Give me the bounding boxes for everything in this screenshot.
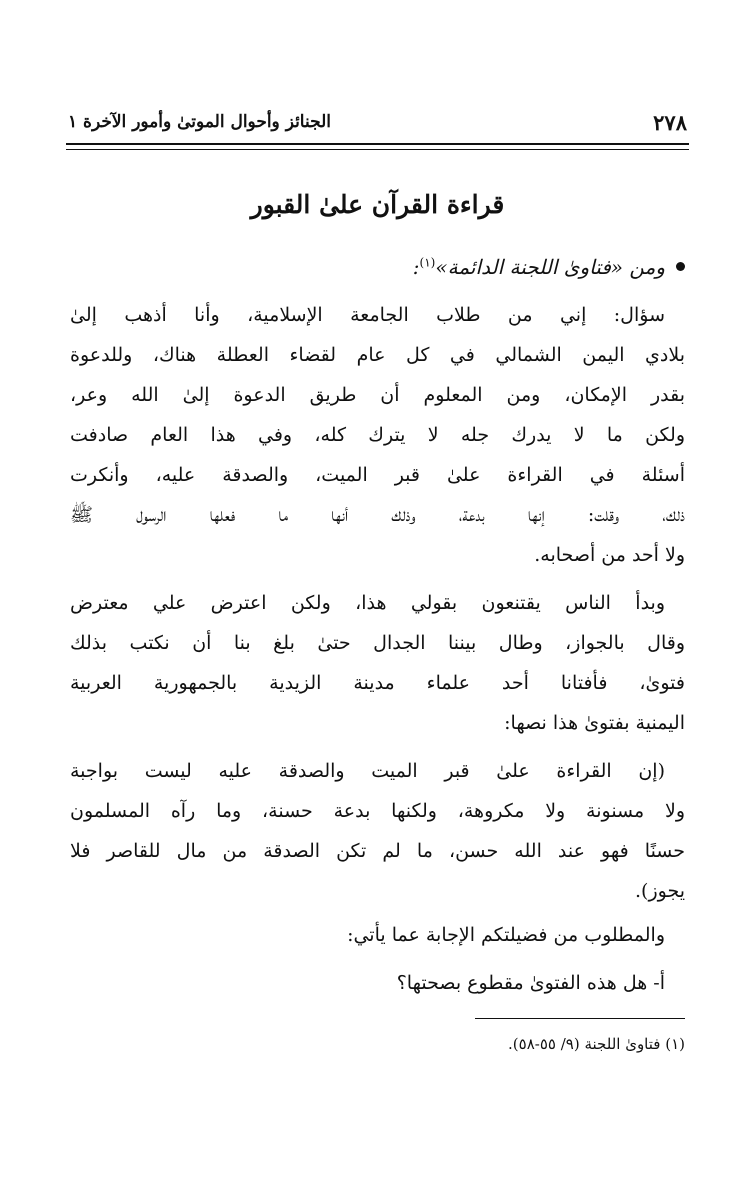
- body-line: بقدر الإمكان، ومن المعلوم أن طريق الدعوة إلىٰ الله وعر،: [70, 384, 685, 406]
- body-line: ذلك، وقلت: إنها بدعة، وذلك أنها ما فعلها الرسول ﷺ: [70, 504, 685, 526]
- body-line: فتوىٰ، فأفتانا أحد علماء مدينة الزيدية بالجمهورية العربية: [70, 672, 685, 694]
- body-line: ولا أحد من أصحابه.: [534, 544, 685, 566]
- source-citation: [413, 255, 665, 279]
- footnote: (١) فتاوىٰ اللجنة (٩/ ٥٥-٥٨).: [508, 1035, 685, 1053]
- page-header: [68, 110, 687, 140]
- bullet-icon: [676, 262, 685, 271]
- body-line: اليمنية بفتوىٰ هذا نصها:: [504, 712, 685, 734]
- header-rule-thick: [66, 143, 689, 145]
- body-line: سؤال: إني من طلاب الجامعة الإسلامية، وأنا أذهب إلىٰ: [70, 304, 665, 326]
- body-line: والمطلوب من فضيلتكم الإجابة عما يأتي:: [347, 924, 665, 946]
- body-line: حسنًا فهو عند الله حسن، ما لم تكن الصدقة من مال للقاصر فلا: [70, 840, 685, 862]
- body-line: أ- هل هذه الفتوىٰ مقطوع بصحتها؟: [396, 972, 665, 994]
- header-rule-thin: [66, 149, 689, 150]
- body-line: وبدأ الناس يقتنعون بقولي هذا، ولكن اعترض علي معترض: [70, 592, 665, 614]
- body-line: (إن القراءة علىٰ قبر الميت والصدقة عليه ليست بواجبة: [70, 760, 665, 782]
- body-line: أسئلة في القراءة علىٰ قبر الميت، والصدقة عليه، وأنكرت: [70, 464, 685, 486]
- running-title: الجنائز وأحوال الموتىٰ وأمور الآخرة ١: [68, 112, 331, 132]
- body-line: وقال بالجواز، وطال بيننا الجدال حتىٰ بلغ بنا أن نكتب بذلك: [70, 632, 685, 654]
- body-line: بلادي اليمن الشمالي في كل عام لقضاء العطلة هناك، وللدعوة: [70, 344, 685, 366]
- section-title: قراءة القرآن علىٰ القبور: [250, 190, 505, 219]
- footnote-ref: (١): [419, 255, 436, 270]
- body-line: يجوز).: [635, 880, 685, 902]
- page-number: ٢٧٨: [653, 110, 687, 135]
- source-colon: :: [412, 255, 420, 279]
- body-line: ولا مسنونة ولا مكروهة، ولكنها بدعة حسنة، وما رآه المسلمون: [70, 800, 685, 822]
- footnote-rule: [475, 1018, 685, 1019]
- body-line: ولكن ما لا يدرك جله لا يترك كله، وفي هذا العام صادفت: [70, 424, 685, 446]
- source-text: ومن «فتاوىٰ اللجنة الدائمة»: [435, 255, 665, 279]
